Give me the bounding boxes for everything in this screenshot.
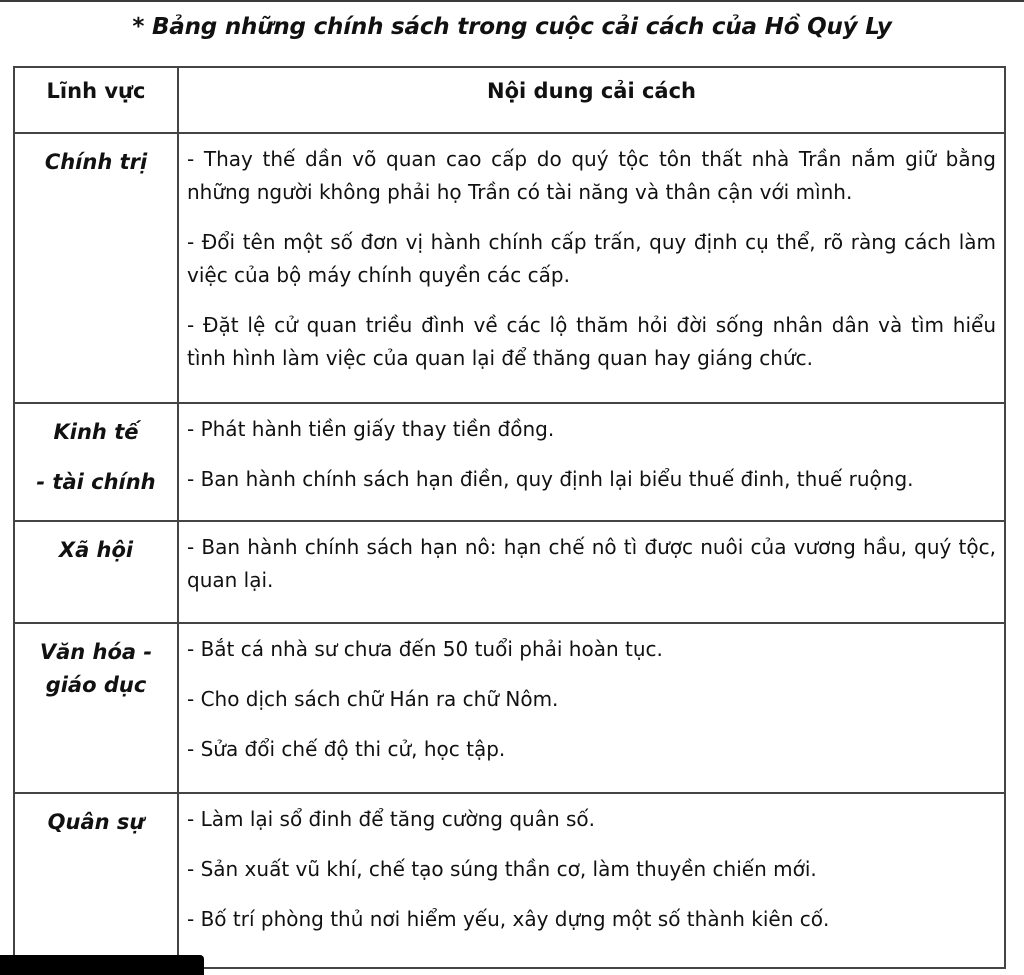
content-cell bbox=[178, 403, 1005, 521]
top-border-line bbox=[0, 0, 1024, 2]
header-field: Lĩnh vực bbox=[14, 67, 178, 133]
table-row-kinh-te bbox=[14, 403, 1005, 521]
reform-policy-table bbox=[13, 66, 1006, 969]
policy-item: - Ban hành chính sách hạn điền, quy định lại biểu thuế đinh, thuế ruộng. bbox=[187, 467, 914, 491]
policy-item: - Thay thế dần võ quan cao cấp do quý tộc tôn thất nhà Trần nắm giữ bằng những người không phải họ Trần có tài năng và thân cận với mình. bbox=[187, 147, 996, 204]
header-content: Nội dung cải cách bbox=[178, 67, 1005, 133]
field-label: Kinh tế bbox=[53, 420, 139, 444]
field-cell bbox=[14, 403, 178, 521]
content-cell bbox=[178, 623, 1005, 793]
table-header-row bbox=[14, 67, 1005, 133]
bottom-overlay-bar bbox=[0, 955, 204, 975]
policy-item: - Bắt cá nhà sư chưa đến 50 tuổi phải hoàn tục. bbox=[187, 637, 663, 661]
policy-item: - Đặt lệ cử quan triều đình về các lộ thăm hỏi đời sống nhân dân và tìm hiểu tình hình làm việc của quan lại để thăng quan hay giáng chức. bbox=[187, 313, 996, 370]
policy-item: - Sản xuất vũ khí, chế tạo súng thần cơ, làm thuyền chiến mới. bbox=[187, 857, 817, 881]
policy-item: - Đổi tên một số đơn vị hành chính cấp trấn, quy định cụ thể, rõ ràng cách làm việc của bộ máy chính quyền các cấp. bbox=[187, 230, 996, 287]
policy-item: - Làm lại sổ đinh để tăng cường quân số. bbox=[187, 807, 596, 831]
field-label: giáo dục bbox=[45, 673, 147, 697]
table-row-chinh-tri bbox=[14, 133, 1005, 403]
content-cell bbox=[178, 133, 1005, 403]
field-cell bbox=[14, 521, 178, 623]
field-label: Xã hội bbox=[58, 538, 134, 562]
content-cell bbox=[178, 521, 1005, 623]
field-label: Quân sự bbox=[47, 810, 145, 834]
policy-item: - Sửa đổi chế độ thi cử, học tập. bbox=[187, 737, 506, 761]
field-cell bbox=[14, 623, 178, 793]
field-cell bbox=[14, 133, 178, 403]
policy-item: - Ban hành chính sách hạn nô: hạn chế nô tì được nuôi của vương hầu, quý tộc, quan lại. bbox=[187, 535, 996, 592]
policy-item: - Phát hành tiền giấy thay tiền đồng. bbox=[187, 417, 555, 441]
field-label: - tài chính bbox=[36, 470, 156, 494]
policy-item: - Bố trí phòng thủ nơi hiểm yếu, xây dựng một số thành kiên cố. bbox=[187, 907, 830, 931]
field-label: Văn hóa - bbox=[39, 640, 153, 664]
table-row-van-hoa bbox=[14, 623, 1005, 793]
table-row-xa-hoi bbox=[14, 521, 1005, 623]
policy-item: - Cho dịch sách chữ Hán ra chữ Nôm. bbox=[187, 687, 559, 711]
table-row-quan-su bbox=[14, 793, 1005, 968]
field-label: Chính trị bbox=[44, 150, 148, 174]
table-caption: * Bảng những chính sách trong cuộc cải cách của Hồ Quý Ly bbox=[132, 14, 892, 40]
content-cell bbox=[178, 793, 1005, 968]
field-cell bbox=[14, 793, 178, 968]
